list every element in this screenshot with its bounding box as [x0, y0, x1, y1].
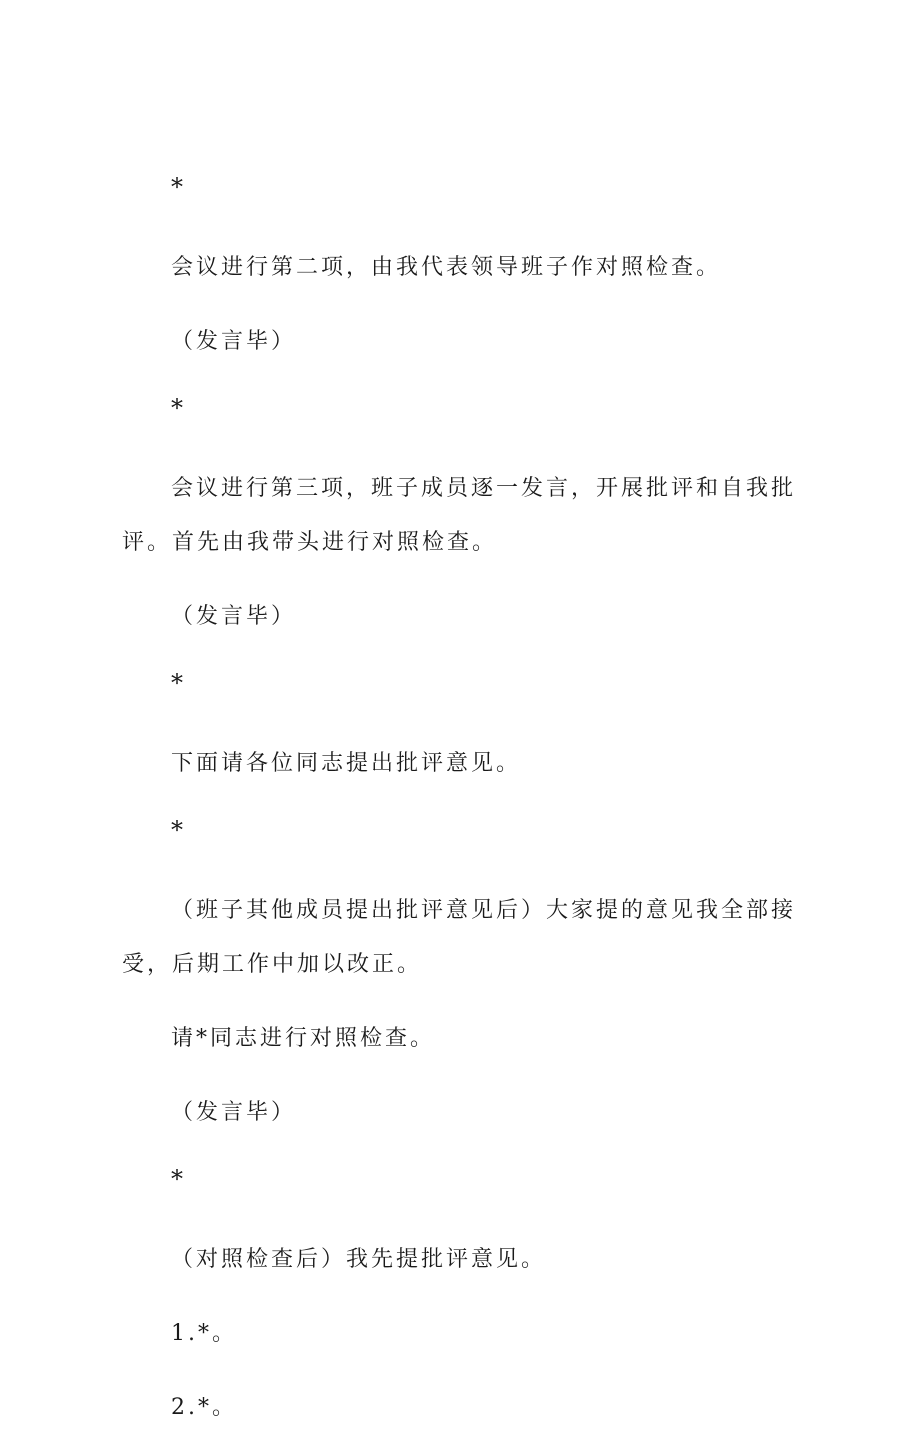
speech-end-note: （发言毕） [171, 604, 297, 629]
document-body [122, 168, 804, 1455]
paragraph: 会议进行第二项，由我代表领导班子作对照检查。 [171, 255, 722, 280]
paragraph: 请*同志进行对照检查。 [171, 1026, 436, 1051]
section-mark: * [171, 173, 183, 201]
list-item: 2.*。 [171, 1395, 237, 1420]
section-mark: * [171, 669, 183, 697]
section-mark: * [171, 1165, 183, 1193]
speech-end-note: （发言毕） [171, 329, 297, 354]
list-item: 1.*。 [171, 1321, 237, 1346]
speech-end-note: （发言毕） [171, 1100, 297, 1125]
paragraph: （班子其他成员提出批评意见后）大家提的意见我全部接受，后期工作中加以改正。 [122, 898, 797, 977]
paragraph: （对照检查后）我先提批评意见。 [171, 1247, 547, 1272]
section-mark: * [171, 394, 183, 422]
paragraph: 会议进行第三项，班子成员逐一发言，开展批评和自我批评。首先由我带头进行对照检查。 [122, 476, 797, 555]
paragraph: 下面请各位同志提出批评意见。 [171, 751, 522, 776]
section-mark: * [171, 816, 183, 844]
